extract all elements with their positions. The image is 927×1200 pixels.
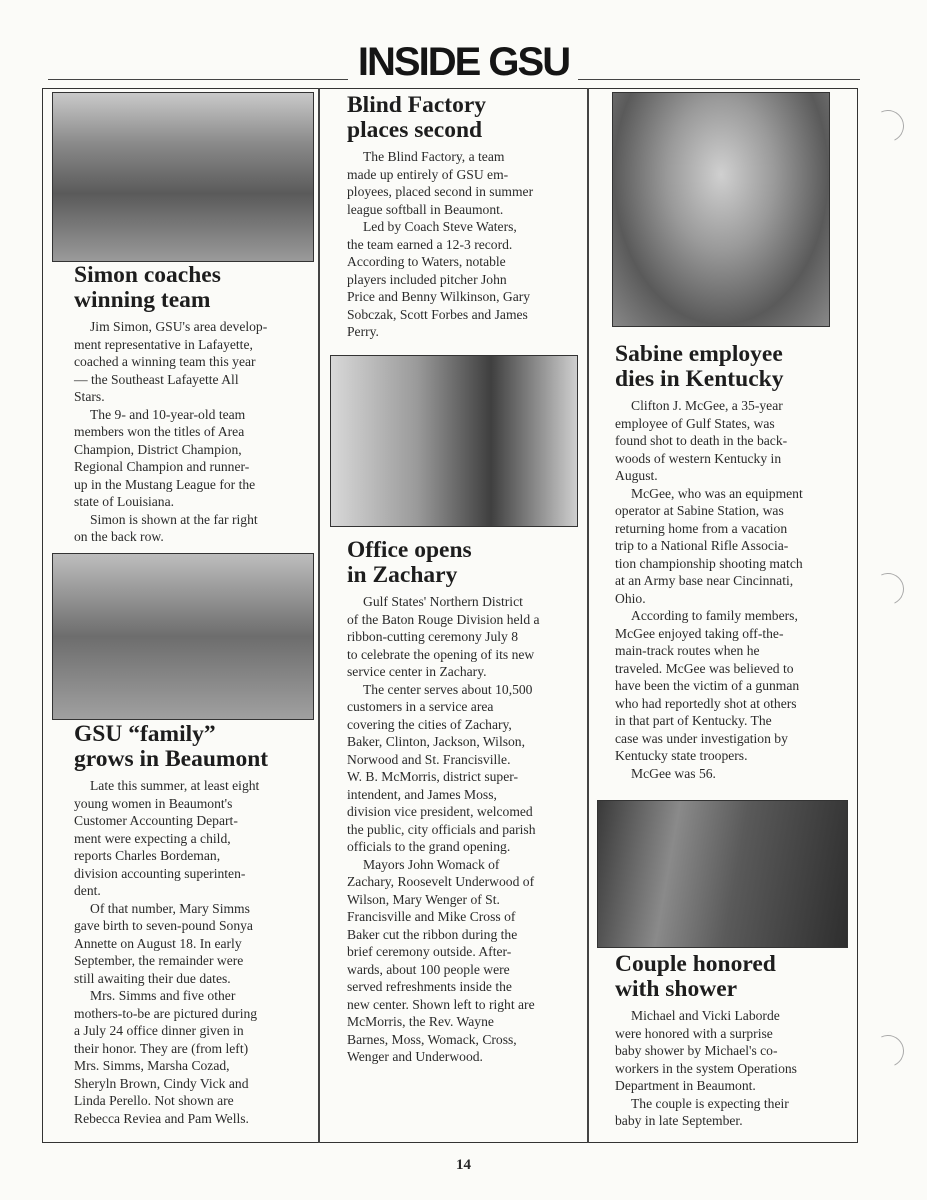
body-line: Linda Perello. Not shown are [74, 1093, 234, 1108]
article-paragraph [615, 485, 803, 608]
body-line: on the back row. [74, 529, 164, 544]
headline-line: Office opens [347, 537, 472, 563]
body-line: Late this summer, at least eight [90, 778, 260, 793]
body-line: McGee, who was an equipment [631, 485, 803, 501]
article-headline [347, 538, 540, 588]
article-paragraph [347, 218, 533, 341]
body-line: operator at Sabine Station, was [615, 503, 784, 518]
masthead-title: INSIDE GSU [352, 40, 575, 84]
article-headline [74, 263, 267, 313]
body-line: Jim Simon, GSU's area develop- [90, 319, 268, 334]
binder-hole [867, 1030, 908, 1071]
body-line: August. [615, 468, 658, 483]
body-line: The couple is expecting their [631, 1095, 789, 1111]
body-line: division vice president, welcomed [347, 804, 533, 819]
column-divider [318, 88, 320, 1143]
body-line: Price and Benny Wilkinson, Gary [347, 289, 531, 304]
body-line: Norwood and St. Francisville. [347, 751, 511, 767]
body-line: at an Army base near Cincinnati, [615, 573, 794, 588]
body-line: their honor. They are (from left) [74, 1040, 249, 1056]
article-headline [615, 952, 797, 1002]
article-couple [615, 952, 797, 1130]
body-line: found shot to death in the back- [615, 433, 788, 448]
article-paragraph [615, 607, 803, 765]
body-line: reports Charles Bordeman, [74, 848, 221, 863]
body-line: Sobczak, Scott Forbes and James [347, 306, 528, 322]
body-line: Mrs. Simms, Marsha Cozad, [74, 1058, 230, 1073]
page-number: 14 [456, 1157, 471, 1173]
body-line: Perry. [347, 324, 379, 339]
body-line: Rebecca Reviea and Pam Wells. [74, 1110, 249, 1126]
body-line: tion championship shooting match [615, 555, 803, 571]
headline-line: with shower [615, 976, 738, 1002]
body-line: to celebrate the opening of its new [347, 646, 535, 662]
headline-line: dies in Kentucky [615, 366, 784, 392]
masthead [0, 40, 927, 84]
body-line: Simon is shown at the far right [90, 511, 258, 527]
headline-line: GSU “family” [74, 721, 216, 747]
article-paragraph [347, 148, 533, 218]
body-line: members won the titles of Area [74, 424, 245, 439]
headline-line: Blind Factory [347, 92, 487, 118]
headline-line: Sabine employee [615, 341, 783, 367]
body-line: woods of western Kentucky in [615, 450, 782, 466]
body-line: employee of Gulf States, was [615, 415, 775, 431]
article-headline [615, 342, 803, 392]
body-line: Sheryln Brown, Cindy Vick and [74, 1075, 249, 1091]
article-blind-factory [347, 93, 533, 341]
article-paragraph [74, 406, 267, 511]
body-line: Francisville and Mike Cross of [347, 909, 516, 924]
body-line: served refreshments inside the [347, 979, 512, 994]
body-line: ment were expecting a child, [74, 830, 231, 846]
article-sabine [615, 342, 803, 782]
body-line: mothers-to-be are pictured during [74, 1005, 258, 1021]
body-line: service center in Zachary. [347, 664, 487, 679]
article-paragraph [347, 593, 540, 681]
body-line: W. B. McMorris, district super- [347, 769, 519, 784]
body-line: the team earned a 12-3 record. [347, 236, 513, 252]
article-paragraph [347, 681, 540, 856]
article-paragraph [347, 856, 540, 1066]
body-line: Of that number, Mary Simms [90, 900, 250, 916]
body-line: Mayors John Womack of [363, 856, 500, 872]
article-paragraph [74, 987, 268, 1127]
article-paragraph [615, 1095, 797, 1130]
body-line: Zachary, Roosevelt Underwood of [347, 874, 535, 889]
headline-line: places second [347, 117, 483, 143]
body-line: have been the victim of a gunman [615, 678, 800, 693]
body-line: officials to the grand opening. [347, 839, 511, 854]
body-line: customers in a service area [347, 699, 494, 714]
headline-line: Simon coaches [74, 262, 221, 288]
body-line: Department in Beaumont. [615, 1078, 756, 1093]
body-line: Wilson, Mary Wenger of St. [347, 891, 500, 907]
article-paragraph [74, 777, 268, 900]
article-headline [347, 93, 533, 143]
body-line: were honored with a surprise [615, 1025, 773, 1041]
body-line: who had reportedly shot at others [615, 695, 797, 711]
body-line: a July 24 office dinner given in [74, 1023, 244, 1038]
body-line: case was under investigation by [615, 730, 788, 746]
body-line: According to family members, [631, 608, 798, 623]
body-line: intendent, and James Moss, [347, 786, 497, 802]
body-line: McMorris, the Rev. Wayne [347, 1014, 494, 1029]
body-line: still awaiting their due dates. [74, 970, 231, 986]
body-line: workers in the system Operations [615, 1060, 797, 1076]
mcgee-portrait-photo [612, 92, 830, 327]
body-line: new center. Shown left to right are [347, 996, 535, 1012]
body-line: ribbon-cutting ceremony July 8 [347, 629, 519, 644]
body-line: gave birth to seven-pound Sonya [74, 918, 253, 933]
body-line: wards, about 100 people were [347, 961, 510, 977]
body-line: trip to a National Rifle Associa- [615, 538, 789, 553]
body-line: The Blind Factory, a team [363, 149, 505, 164]
baby-shower-photo [597, 800, 848, 948]
body-line: division accounting superinten- [74, 865, 246, 881]
body-line: — the Southeast Lafayette All [74, 371, 239, 387]
headline-line: Couple honored [615, 951, 776, 977]
column-divider [587, 88, 589, 1143]
body-line: Champion, District Champion, [74, 441, 242, 457]
body-line: main-track routes when he [615, 643, 760, 658]
body-line: returning home from a vacation [615, 520, 788, 536]
body-line: McGee was 56. [631, 765, 716, 781]
body-line: covering the cities of Zachary, [347, 716, 512, 732]
body-line: Ohio. [615, 590, 646, 606]
article-paragraph [74, 511, 267, 546]
body-line: the public, city officials and parish [347, 821, 536, 837]
body-line: traveled. McGee was believed to [615, 660, 794, 676]
body-line: Baker cut the ribbon during the [347, 926, 518, 942]
article-family [74, 722, 268, 1127]
body-line: Gulf States' Northern District [363, 594, 523, 609]
mothers-to-be-photo [52, 553, 314, 720]
article-headline [74, 722, 268, 772]
body-line: young women in Beaumont's [74, 795, 233, 811]
body-line: Customer Accounting Depart- [74, 813, 238, 828]
body-line: in that part of Kentucky. The [615, 713, 772, 728]
body-line: Baker, Clinton, Jackson, Wilson, [347, 734, 526, 749]
headline-line: in Zachary [347, 562, 458, 588]
body-line: Kentucky state troopers. [615, 748, 748, 763]
body-line: players included pitcher John [347, 271, 507, 287]
body-line: up in the Mustang League for the [74, 476, 256, 492]
article-paragraph [615, 765, 803, 783]
body-line: dent. [74, 883, 101, 898]
body-line: of the Baton Rouge Division held a [347, 611, 540, 627]
body-line: According to Waters, notable [347, 254, 506, 269]
article-paragraph [615, 397, 803, 485]
body-line: baby shower by Michael's co- [615, 1043, 778, 1058]
body-line: league softball in Beaumont. [347, 201, 504, 217]
body-line: state of Louisiana. [74, 494, 175, 509]
body-line: made up entirely of GSU em- [347, 166, 509, 182]
body-line: Barnes, Moss, Womack, Cross, [347, 1031, 517, 1047]
headline-line: winning team [74, 287, 211, 313]
body-line: Led by Coach Steve Waters, [363, 219, 517, 234]
binder-hole [867, 105, 908, 146]
body-line: Wenger and Underwood. [347, 1049, 483, 1064]
article-paragraph [74, 900, 268, 988]
body-line: brief ceremony outside. After- [347, 944, 512, 959]
body-line: Regional Champion and runner- [74, 459, 250, 474]
softball-team-photo [52, 92, 314, 262]
article-zachary [347, 538, 540, 1066]
body-line: ment representative in Lafayette, [74, 336, 253, 352]
body-line: ployees, placed second in summer [347, 184, 534, 199]
body-line: Clifton J. McGee, a 35-year [631, 398, 783, 413]
body-line: The center serves about 10,500 [363, 681, 533, 697]
body-line: McGee enjoyed taking off-the- [615, 625, 784, 641]
binder-hole [867, 568, 908, 609]
body-line: Annette on August 18. In early [74, 935, 242, 951]
ribbon-cutting-photo [330, 355, 578, 527]
body-line: Mrs. Simms and five other [90, 988, 236, 1003]
article-paragraph [615, 1007, 797, 1095]
article-paragraph [74, 318, 267, 406]
body-line: coached a winning team this year [74, 354, 256, 369]
body-line: Stars. [74, 389, 105, 404]
body-line: baby in late September. [615, 1113, 743, 1128]
body-line: The 9- and 10-year-old team [90, 406, 246, 422]
headline-line: grows in Beaumont [74, 746, 269, 772]
body-line: Michael and Vicki Laborde [631, 1008, 780, 1023]
article-simon [74, 263, 267, 546]
body-line: September, the remainder were [74, 953, 244, 968]
